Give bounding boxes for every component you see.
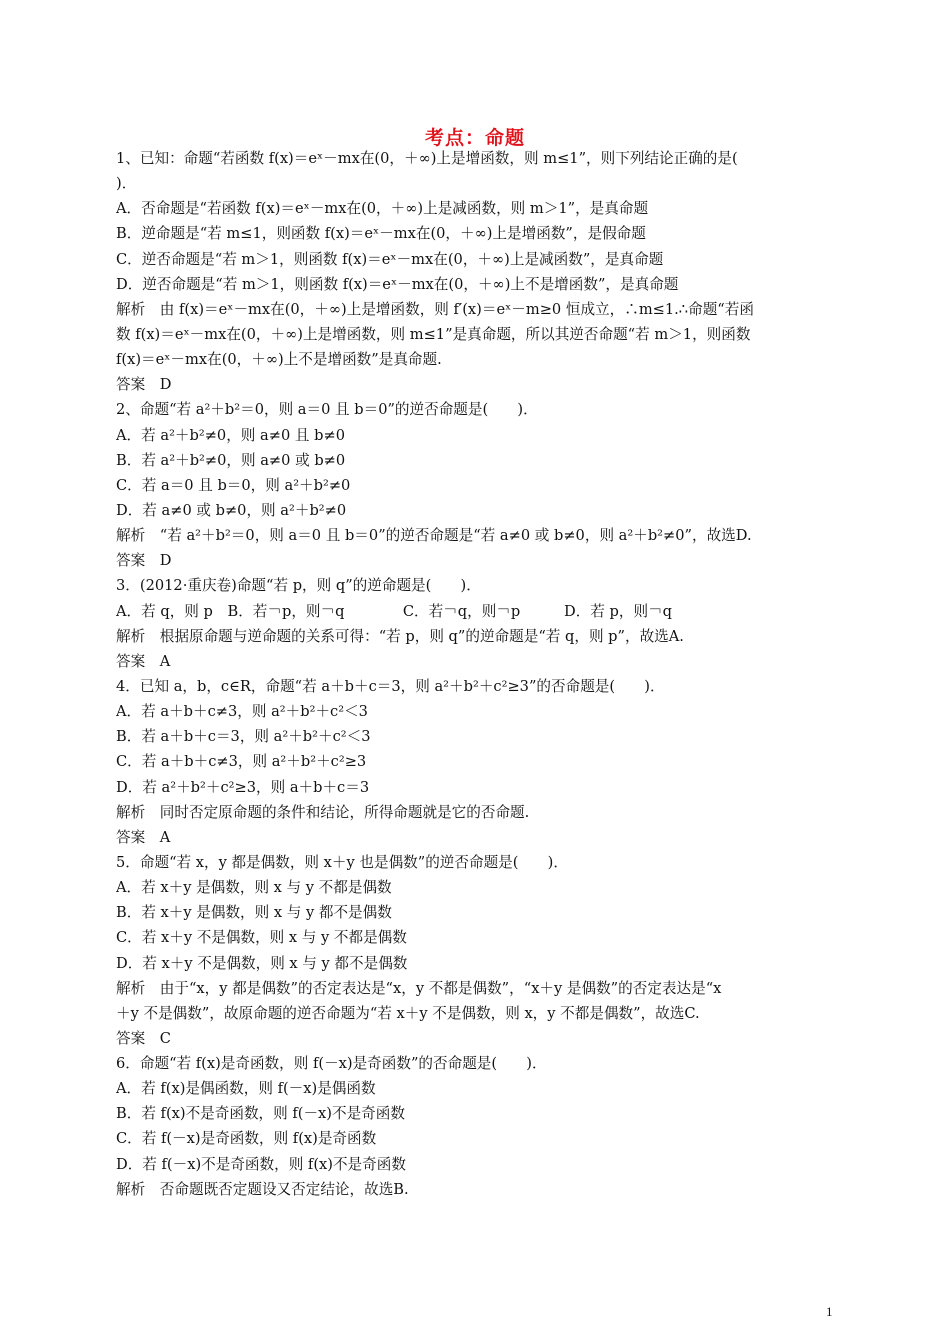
- text-line: 解析 由 f(x)＝eˣ－mx在(0，＋∞)上是增函数，则 f′(x)＝eˣ－m≥0 恒成立，∴m≤1.∴命题“若函: [116, 300, 754, 318]
- text-line: 答案 A: [116, 828, 171, 846]
- page-title: 考点：命题: [424, 127, 525, 149]
- text-line: C．若 f(－x)是奇函数，则 f(x)是奇函数: [116, 1130, 377, 1148]
- text-line: A．若 a＋b＋c≠3，则 a²＋b²＋c²＜3: [116, 703, 368, 721]
- text-line: 解析 “若 a²＋b²＝0，则 a＝0 且 b＝0”的逆否命题是“若 a≠0 或 b≠0，则 a²＋b²≠0”，故选D.: [116, 527, 752, 545]
- text-line: B．若 a＋b＋c＝3，则 a²＋b²＋c²＜3: [116, 728, 371, 746]
- text-line: 答案 C: [116, 1029, 171, 1047]
- text-line: 答案 A: [116, 652, 171, 670]
- text-line: A．若 x＋y 是偶数，则 x 与 y 不都是偶数: [116, 879, 392, 897]
- text-line: 解析 同时否定原命题的条件和结论，所得命题就是它的否命题.: [116, 803, 530, 821]
- text-line: C．若 x＋y 不是偶数，则 x 与 y 不都是偶数: [116, 929, 407, 947]
- text-line: B．若 a²＋b²≠0，则 a≠0 或 b≠0: [116, 451, 346, 469]
- text-line: D．若 a≠0 或 b≠0，则 a²＋b²≠0: [116, 501, 347, 519]
- text-line: D．若 a²＋b²＋c²≥3，则 a＋b＋c＝3: [116, 778, 370, 796]
- text-line: 3．(2012·重庆卷)命题“若 p，则 q”的逆命题是( )．: [116, 577, 481, 595]
- text-line: A．若 q，则 p B．若￢p，则￢q C．若￢q，则￢p D．若 p，则￢q: [116, 602, 673, 620]
- text-line: B．若 f(x)不是奇函数，则 f(－x)不是奇函数: [116, 1105, 405, 1123]
- text-line: 答案 D: [116, 376, 172, 394]
- text-line: ＋y 不是偶数”，故原命题的逆否命题为“若 x＋y 不是偶数，则 x，y 不都是偶数”，故选C.: [116, 1004, 700, 1022]
- text-line: A．若 a²＋b²≠0，则 a≠0 且 b≠0: [116, 426, 345, 444]
- text-line: A．若 f(x)是偶函数，则 f(－x)是偶函数: [116, 1080, 376, 1098]
- text-line: D．若 x＋y 不是偶数，则 x 与 y 都不是偶数: [116, 954, 408, 972]
- text-line: 解析 否命题既否定题设又否定结论，故选B.: [116, 1180, 409, 1198]
- document-body: [116, 146, 846, 1202]
- text-line: 5．命题“若 x，y 都是偶数，则 x＋y 也是偶数”的逆否命题是( )．: [116, 853, 568, 871]
- text-line: D．逆否命题是“若 m＞1，则函数 f(x)＝eˣ－mx在(0，＋∞)上不是增函数”，是真命题: [116, 275, 679, 293]
- text-line: 2、命题“若 a²＋b²＝0，则 a＝0 且 b＝0”的逆否命题是( )．: [116, 401, 538, 419]
- text-line: 6．命题“若 f(x)是奇函数，则 f(－x)是奇函数”的否命题是( )．: [116, 1055, 547, 1073]
- text-line: C．若 a＋b＋c≠3，则 a²＋b²＋c²≥3: [116, 753, 367, 771]
- text-line: 4．已知 a，b，c∈R，命题“若 a＋b＋c＝3，则 a²＋b²＋c²≥3”的否命题是( )．: [116, 677, 665, 695]
- text-line: C．若 a＝0 且 b＝0，则 a²＋b²≠0: [116, 476, 351, 494]
- text-line: f(x)＝eˣ－mx在(0，＋∞)上不是增函数”是真命题.: [116, 351, 442, 369]
- text-line: 数 f(x)＝eˣ－mx在(0，＋∞)上是增函数，则 m≤1”是真命题，所以其逆否命题“若 m＞1，则函数: [116, 325, 751, 343]
- text-line: B．逆命题是“若 m≤1，则函数 f(x)＝eˣ－mx在(0，＋∞)上是增函数”，是假命题: [116, 225, 646, 243]
- text-line: )．: [116, 175, 137, 193]
- text-line: A．否命题是“若函数 f(x)＝eˣ－mx在(0，＋∞)上是减函数，则 m＞1”，是真命题: [116, 200, 649, 218]
- page-number: 1: [826, 1304, 833, 1319]
- text-line: 答案 D: [116, 552, 172, 570]
- text-line: 解析 由于“x，y 都是偶数”的否定表达是“x，y 不都是偶数”，“x＋y 是偶数”的否定表达是“x: [116, 979, 722, 997]
- text-line: 1、已知：命题“若函数 f(x)＝eˣ－mx在(0，＋∞)上是增函数，则 m≤1”，则下列结论正确的是(: [116, 150, 738, 167]
- text-line: D．若 f(－x)不是奇函数，则 f(x)不是奇函数: [116, 1155, 406, 1173]
- text-line: 解析 根据原命题与逆命题的关系可得：“若 p，则 q”的逆命题是“若 q，则 p”，故选A.: [116, 627, 684, 645]
- text-line: C．逆否命题是“若 m＞1，则函数 f(x)＝eˣ－mx在(0，＋∞)上是减函数”，是真命题: [116, 250, 664, 268]
- text-line: B．若 x＋y 是偶数，则 x 与 y 都不是偶数: [116, 904, 392, 922]
